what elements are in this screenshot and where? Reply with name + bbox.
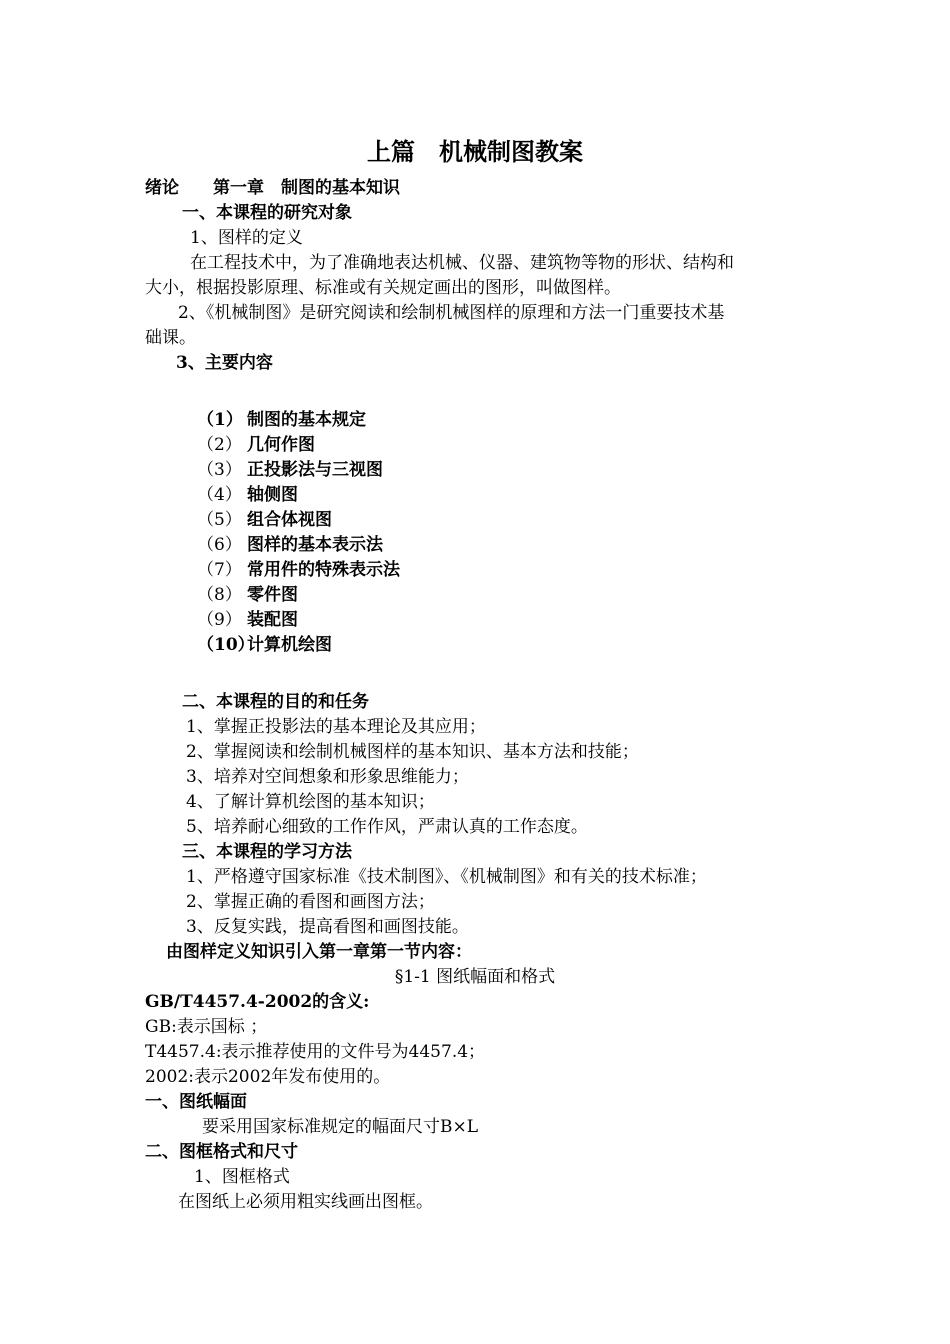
content-item-number: （8） [197,585,242,605]
section-heading-2: 二、本课程的目的和任务 [182,692,369,712]
content-item-number: （6） [197,535,242,555]
course-desc-line-1: 2、《机械制图》是研究阅读和绘制机械图样的原理和方法一门重要技术基 [178,303,725,323]
course-desc-line-2: 础课。 [145,328,196,348]
section-heading-3: 三、本课程的学习方法 [182,842,352,862]
gb-line: T4457.4:表示推荐使用的文件号为4457.4； [145,1042,486,1062]
content-item-number: （7） [197,560,242,580]
section-title: §1-1 图纸幅面和格式 [394,967,556,987]
content-item [197,534,383,556]
content-item [197,459,383,481]
content-item-text: 轴侧图 [247,485,298,505]
part-text-2: 在图纸上必须用粗实线画出图框。 [178,1192,433,1212]
list-item: 5、培养耐心细致的工作作风，严肃认真的工作态度。 [186,817,588,837]
content-item-number: （9） [197,610,242,630]
content-item-number: （3） [197,460,242,480]
content-item-text: 常用件的特殊表示法 [247,560,400,580]
content-item-text: 图样的基本表示法 [247,535,383,555]
main-content-label: 3、主要内容 [176,353,273,373]
content-item-number: （2） [197,435,242,455]
content-item [197,434,315,456]
definition-text-line-2: 大小，根据投影原理、标准或有关规定画出的图形，叫做图样。 [145,278,621,298]
content-item [197,634,332,656]
chapter-heading: 绪论 第一章 制图的基本知识 [145,178,400,198]
part-heading-1: 一、图纸幅面 [145,1092,247,1112]
part-sub-label: 1、图框格式 [194,1167,290,1187]
content-item-text: 装配图 [247,610,298,630]
part-text-1: 要采用国家标准规定的幅面尺寸B×L [202,1117,479,1137]
page-title: 上篇 机械制图教案 [367,137,583,166]
content-item [197,484,298,506]
content-item-text: 组合体视图 [247,510,332,530]
content-item-text: 计算机绘图 [247,635,332,655]
content-item-text: 正投影法与三视图 [247,460,383,480]
list-item: 2、掌握正确的看图和画图方法； [186,892,435,912]
gb-heading: GB/T4457.4-2002的含义: [145,992,370,1012]
content-item-text: 几何作图 [247,435,315,455]
list-item: 2、掌握阅读和绘制机械图样的基本知识、基本方法和技能； [186,742,639,762]
lead-in-text: 由图样定义知识引入第一章第一节内容： [166,942,472,962]
content-item [197,609,298,631]
content-item [197,409,366,431]
gb-line: 2002:表示2002年发布使用的。 [145,1067,391,1087]
section-heading-1: 一、本课程的研究对象 [182,203,352,223]
content-item-text: 零件图 [247,585,298,605]
list-item: 1、严格遵守国家标准《技术制图》、《机械制图》和有关的技术标准； [186,867,707,887]
content-item-number: （1） [197,410,243,430]
list-item: 3、培养对空间想象和形象思维能力； [186,767,469,787]
content-item [197,559,400,581]
part-heading-2: 二、图框格式和尺寸 [145,1142,298,1162]
content-item [197,509,332,531]
gb-line: GB:表示国标 ； [145,1017,268,1037]
list-item: 3、反复实践，提高看图和画图技能。 [186,917,469,937]
definition-text-line-1: 在工程技术中，为了准确地表达机械、仪器、建筑物等物的形状、结构和 [190,253,734,273]
definition-label: 1、图样的定义 [190,228,303,248]
content-item [197,584,298,606]
content-item-number: （4） [197,485,242,505]
list-item: 4、了解计算机绘图的基本知识； [186,792,435,812]
content-item-number: （5） [197,510,242,530]
content-item-text: 制图的基本规定 [247,410,366,430]
content-item-number: （10） [197,635,255,655]
list-item: 1、掌握正投影法的基本理论及其应用； [186,717,486,737]
